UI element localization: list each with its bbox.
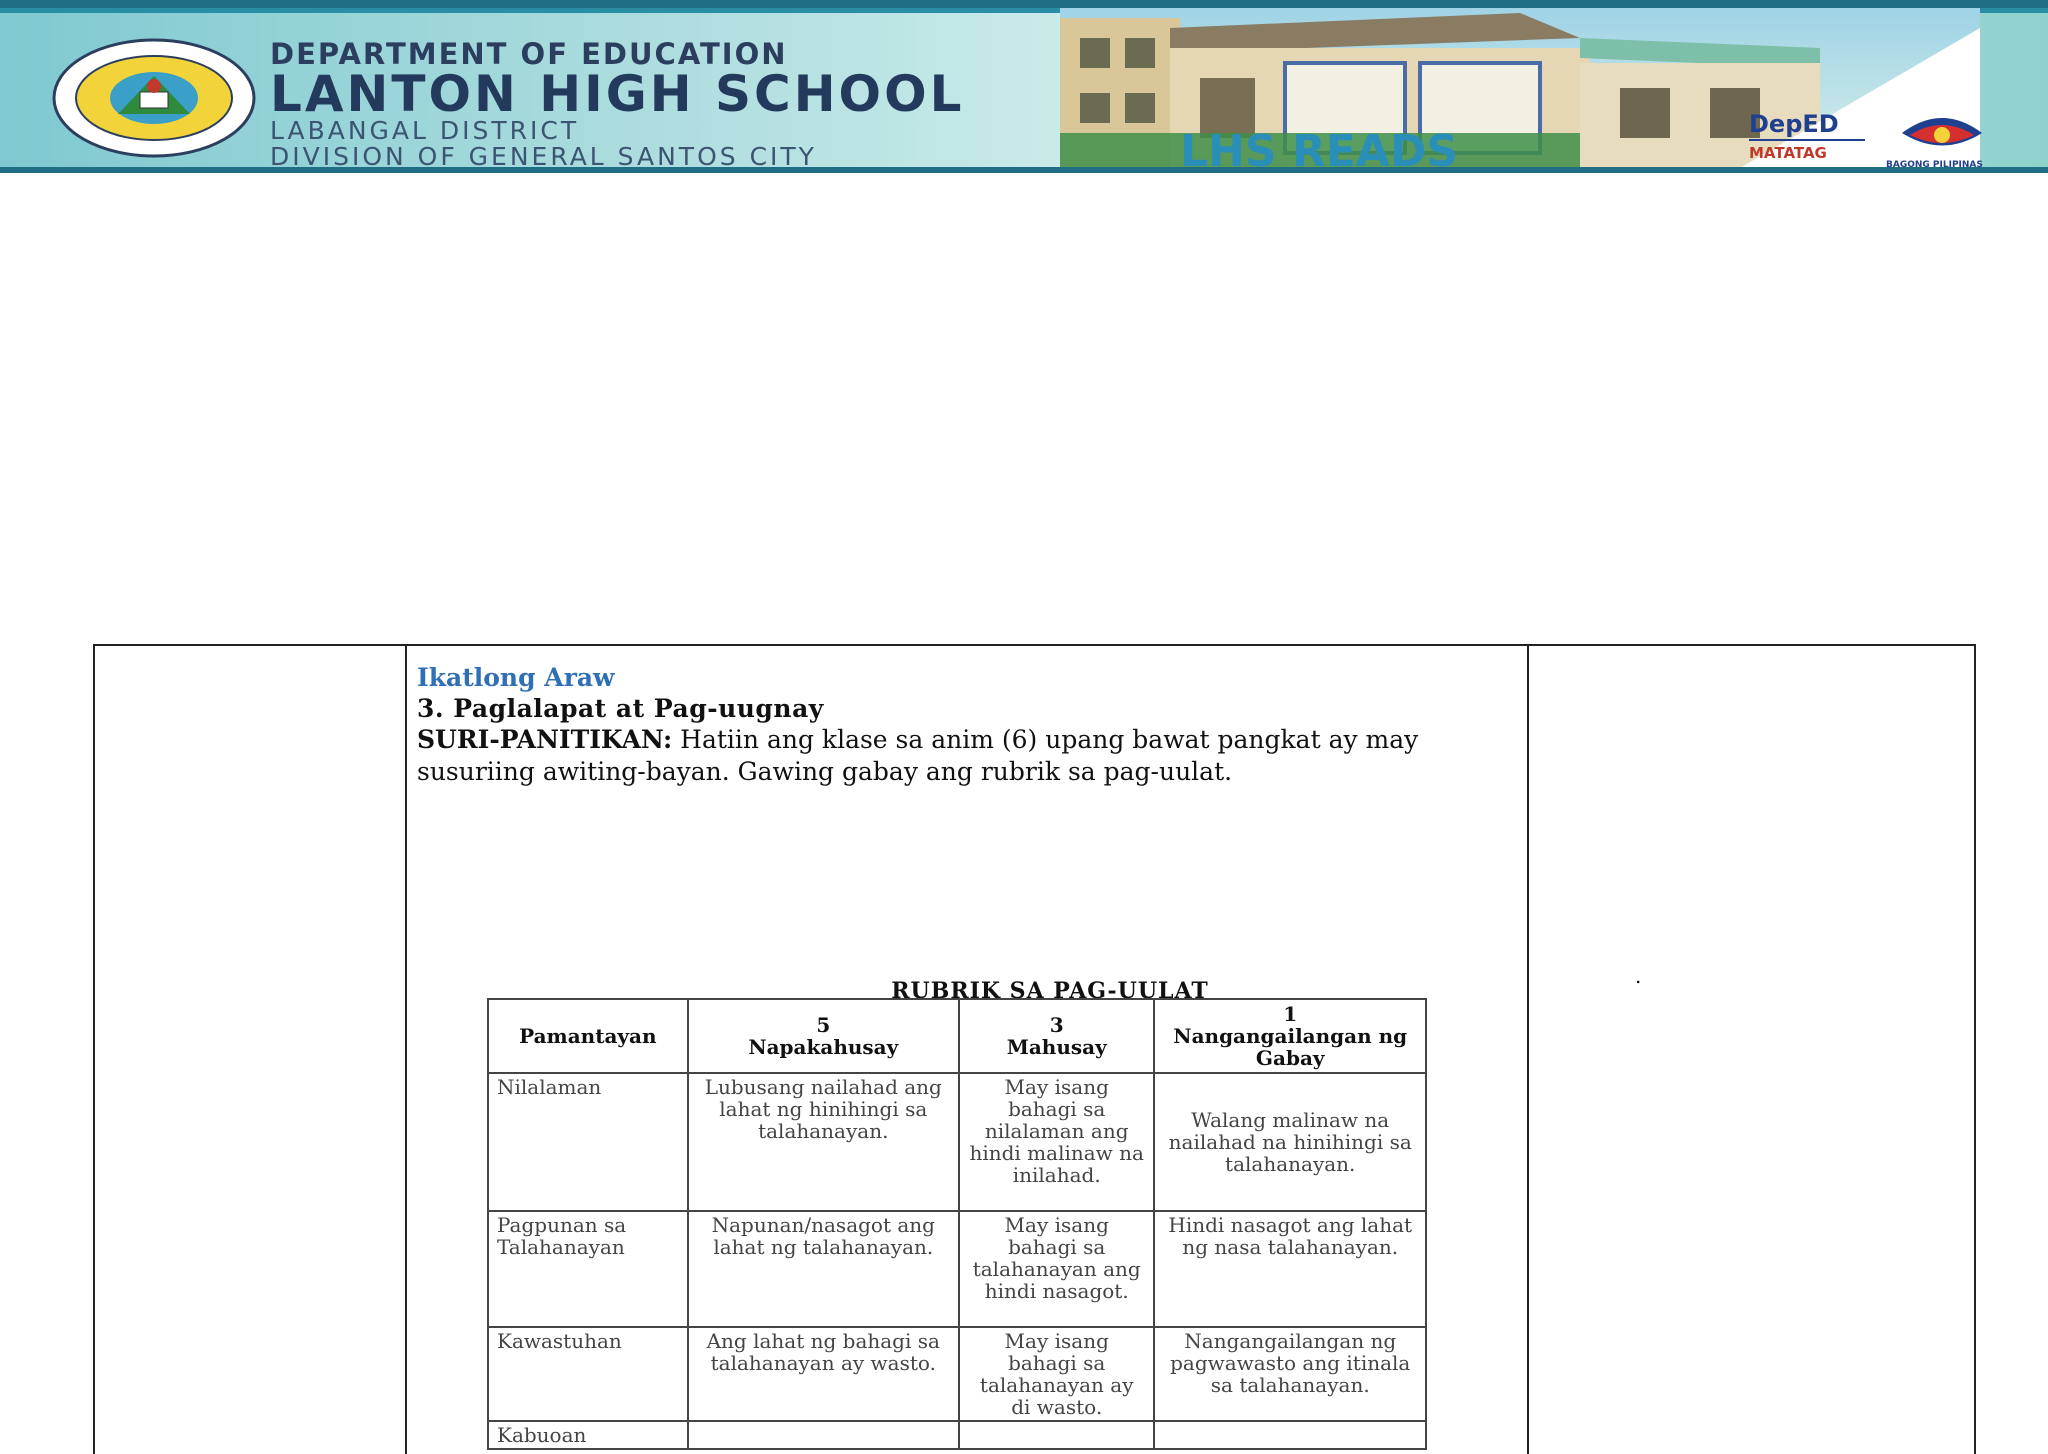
- rubric-cell-5: Napunan/nasagot ang lahat ng talahanayan.: [688, 1211, 959, 1327]
- rubric-criterion: Pagpunan sa Talahanayan: [488, 1211, 688, 1327]
- school-header-banner: [0, 0, 2048, 173]
- rubric-header-5: [688, 999, 959, 1073]
- department-name: DEPARTMENT OF EDUCATION: [270, 37, 788, 71]
- header-label: Napakahusay: [748, 1035, 899, 1059]
- column-divider: [1527, 646, 1529, 1454]
- rubric-row: [488, 1073, 1426, 1211]
- deped-matatag-logo: [1745, 108, 1870, 168]
- rubric-cell-1: Walang malinaw na nailahad na hinihingi sa talahanayan.: [1154, 1073, 1426, 1211]
- rubric-criterion: Kabuoan: [488, 1421, 688, 1449]
- rubric-table: [487, 998, 1427, 1450]
- column-divider: [405, 646, 407, 1454]
- rubric-header-criterion: [488, 999, 688, 1073]
- bagong-pilipinas-logo: [1882, 103, 2007, 173]
- svg-text:BAGONG PILIPINAS: BAGONG PILIPINAS: [1886, 160, 1983, 170]
- instruction-label: SURI-PANITIKAN:: [417, 725, 673, 754]
- rubric-cell-1: Hindi nasagot ang lahat ng nasa talahanayan.: [1154, 1211, 1426, 1327]
- svg-text:MATATAG: MATATAG: [1749, 144, 1827, 162]
- rubric-header-3: [959, 999, 1155, 1073]
- header-label: Pamantayan: [519, 1024, 657, 1048]
- rubric-cell-5: Ang lahat ng bahagi sa talahanayan ay wasto.: [688, 1327, 959, 1421]
- rubric-cell-1: Nangangailangan ng pagwawasto ang itinala sa talahanayan.: [1154, 1327, 1426, 1421]
- lesson-content-cell: [417, 662, 1517, 788]
- rubric-cell-3: May isang bahagi sa talahanayan ang hindi nasagot.: [959, 1211, 1155, 1327]
- district-name: LABANGAL DISTRICT: [270, 116, 580, 145]
- rubric-cell-5: Lubusang nailahad ang lahat ng hinihingi sa talahanayan.: [688, 1073, 959, 1211]
- instruction-text: Hatiin ang klase sa anim (6) upang bawat pangkat ay may susuriing awiting-bayan. Gawing gabay ang rubrik sa pag-uulat.: [417, 725, 1419, 786]
- section-title: 3. Paglalapat at Pag-uugnay: [417, 694, 824, 723]
- lesson-plan-table: [93, 644, 1976, 1454]
- header-score: 3: [1049, 1013, 1064, 1037]
- rubric-cell-3: May isang bahagi sa talahanayan ay di wasto.: [959, 1327, 1155, 1421]
- school-name: LANTON HIGH SCHOOL: [270, 65, 965, 123]
- header-label: Nangangailangan ng Gabay: [1173, 1024, 1408, 1070]
- division-name: DIVISION OF GENERAL SANTOS CITY: [270, 142, 817, 171]
- rubric-cell-1: [1154, 1421, 1426, 1449]
- header-score: 5: [816, 1013, 831, 1037]
- rubric-row: [488, 1211, 1426, 1327]
- header-score: 1: [1283, 1002, 1298, 1026]
- school-seal-logo: [48, 36, 260, 160]
- header-text-block: [270, 38, 964, 170]
- rubric-cell-5: [688, 1421, 959, 1449]
- rubric-row: [488, 1327, 1426, 1421]
- rubric-criterion: Kawastuhan: [488, 1327, 688, 1421]
- photo-caption-text: LHS READS: [1180, 126, 1459, 168]
- rubric-title: RUBRIK SA PAG-UULAT: [891, 978, 1209, 1004]
- rubric-header-1: [1154, 999, 1426, 1073]
- activity-instruction: [417, 724, 1517, 788]
- remarks-mark: .: [1635, 964, 1642, 988]
- rubric-header-row: [488, 999, 1426, 1073]
- rubric-row: [488, 1421, 1426, 1449]
- header-label: Mahusay: [1006, 1035, 1107, 1059]
- rubric-criterion: Nilalaman: [488, 1073, 688, 1211]
- day-title: Ikatlong Araw: [417, 663, 615, 692]
- rubric-cell-3: May isang bahagi sa nilalaman ang hindi malinaw na inilahad.: [959, 1073, 1155, 1211]
- svg-text:DepED: DepED: [1749, 110, 1839, 138]
- rubric-cell-3: [959, 1421, 1155, 1449]
